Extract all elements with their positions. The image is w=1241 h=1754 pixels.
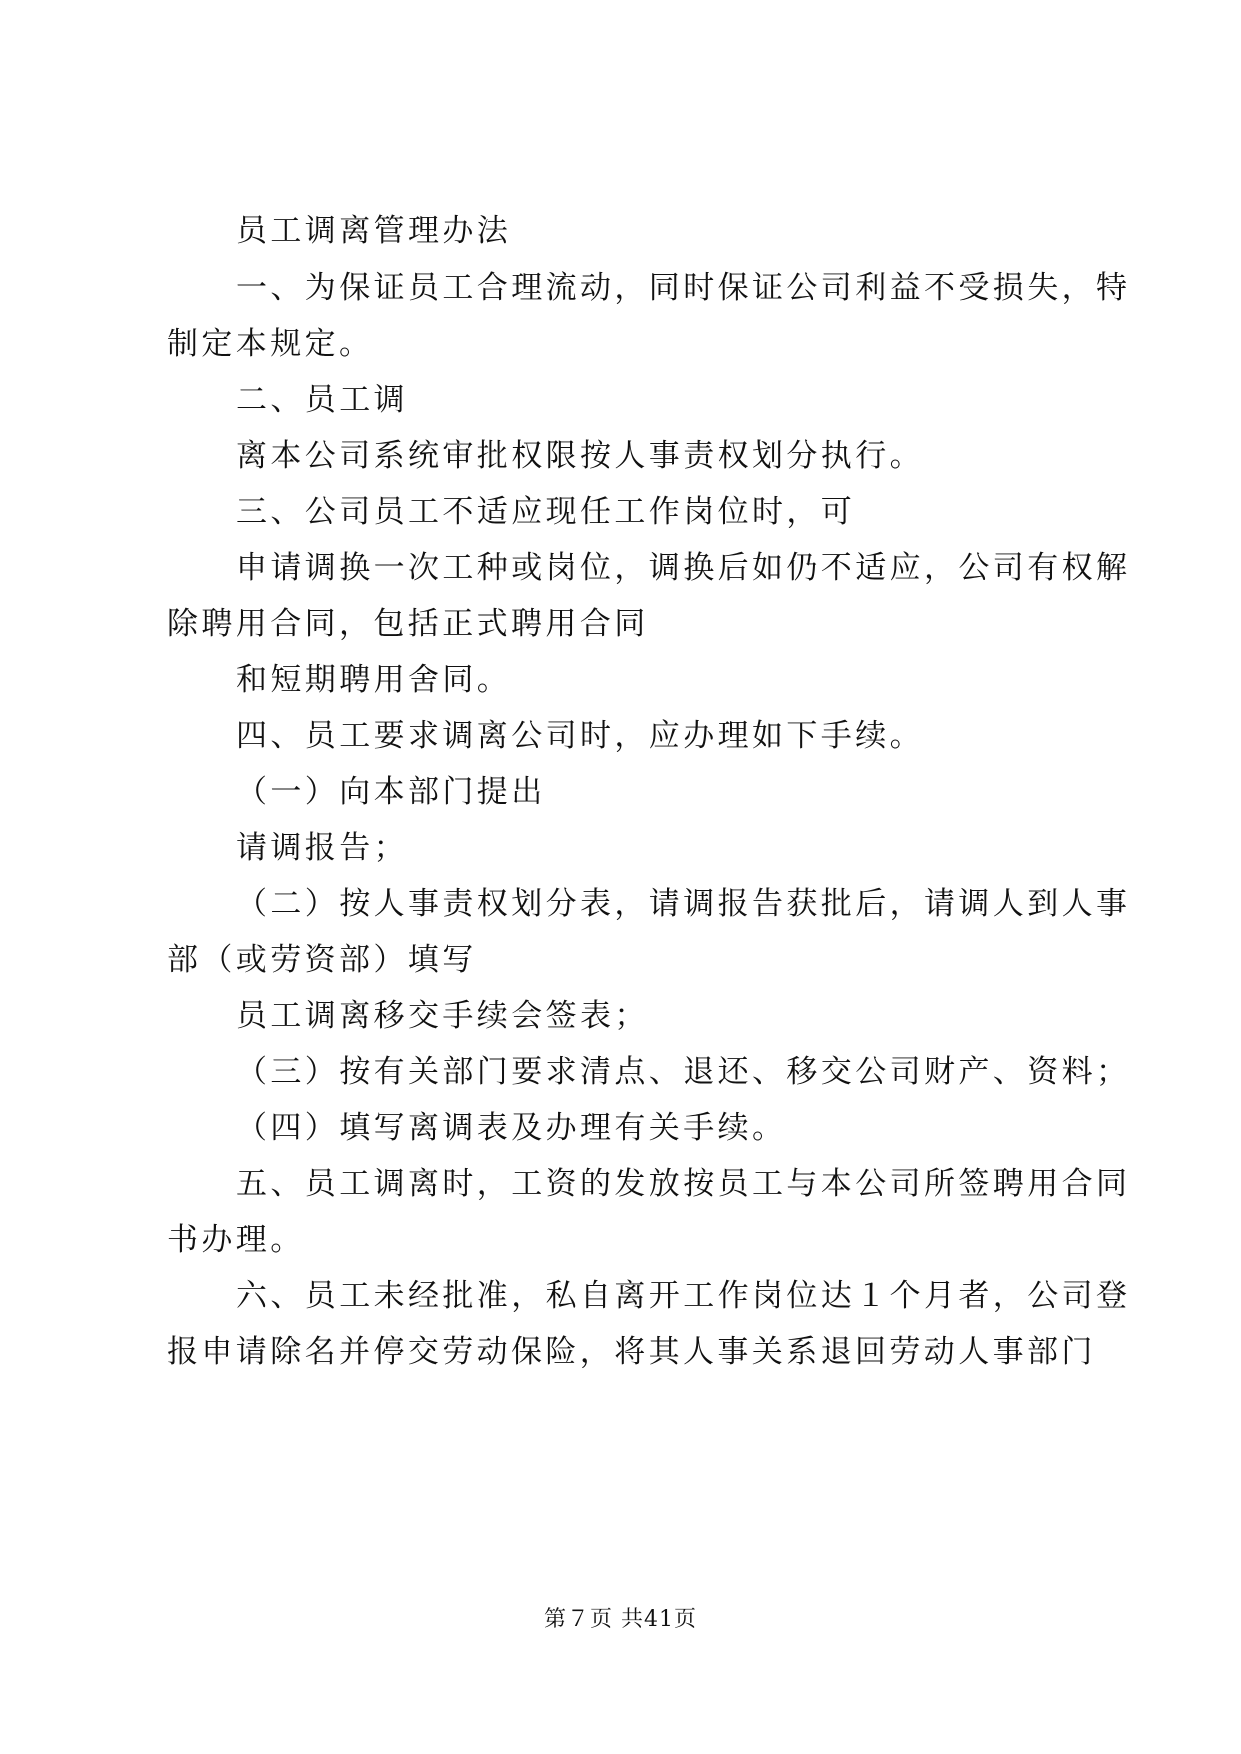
- paragraph-line: 离本公司系统审批权限按人事责权划分执行。: [236, 438, 924, 474]
- paragraph-line: 二、员工调: [236, 382, 408, 418]
- paragraph-line: 三、公司员工不适应现任工作岗位时，可: [236, 494, 856, 530]
- paragraph-line: 六、员工未经批准，私自离开工作岗位达１个月者，公司登: [236, 1278, 1131, 1314]
- paragraph-line: 除聘用合同，包括正式聘用合同: [167, 606, 649, 642]
- paragraph-line: 和短期聘用舍同。: [236, 662, 512, 698]
- paragraph-line: 一、为保证员工合理流动，同时保证公司利益不受损失，特: [236, 270, 1131, 306]
- paragraph-line: （四）填写离调表及办理有关手续。: [236, 1110, 787, 1146]
- paragraph-line: （一）向本部门提出: [236, 774, 546, 810]
- paragraph-line: （三）按有关部门要求清点、退还、移交公司财产、资料；: [236, 1054, 1131, 1090]
- paragraph-line: 四、员工要求调离公司时，应办理如下手续。: [236, 718, 924, 754]
- paragraph-line: 请调报告；: [236, 830, 408, 866]
- paragraph-line: 部（或劳资部）填写: [167, 942, 477, 978]
- paragraph-line: 申请调换一次工种或岗位，调换后如仍不适应，公司有权解: [236, 550, 1131, 586]
- paragraph-line: 员工调离移交手续会签表；: [236, 998, 649, 1034]
- paragraph-line: 五、员工调离时，工资的发放按员工与本公司所签聘用合同: [236, 1166, 1131, 1202]
- document-title: 员工调离管理办法: [236, 213, 512, 249]
- paragraph-line: （二）按人事责权划分表，请调报告获批后，请调人到人事: [236, 886, 1131, 922]
- page-footer: 第７页 共41页: [544, 1607, 697, 1632]
- paragraph-line: 制定本规定。: [167, 326, 374, 362]
- paragraph-line: 报申请除名并停交劳动保险，将其人事关系退回劳动人事部门: [167, 1334, 1096, 1370]
- paragraph-line: 书办理。: [167, 1222, 305, 1258]
